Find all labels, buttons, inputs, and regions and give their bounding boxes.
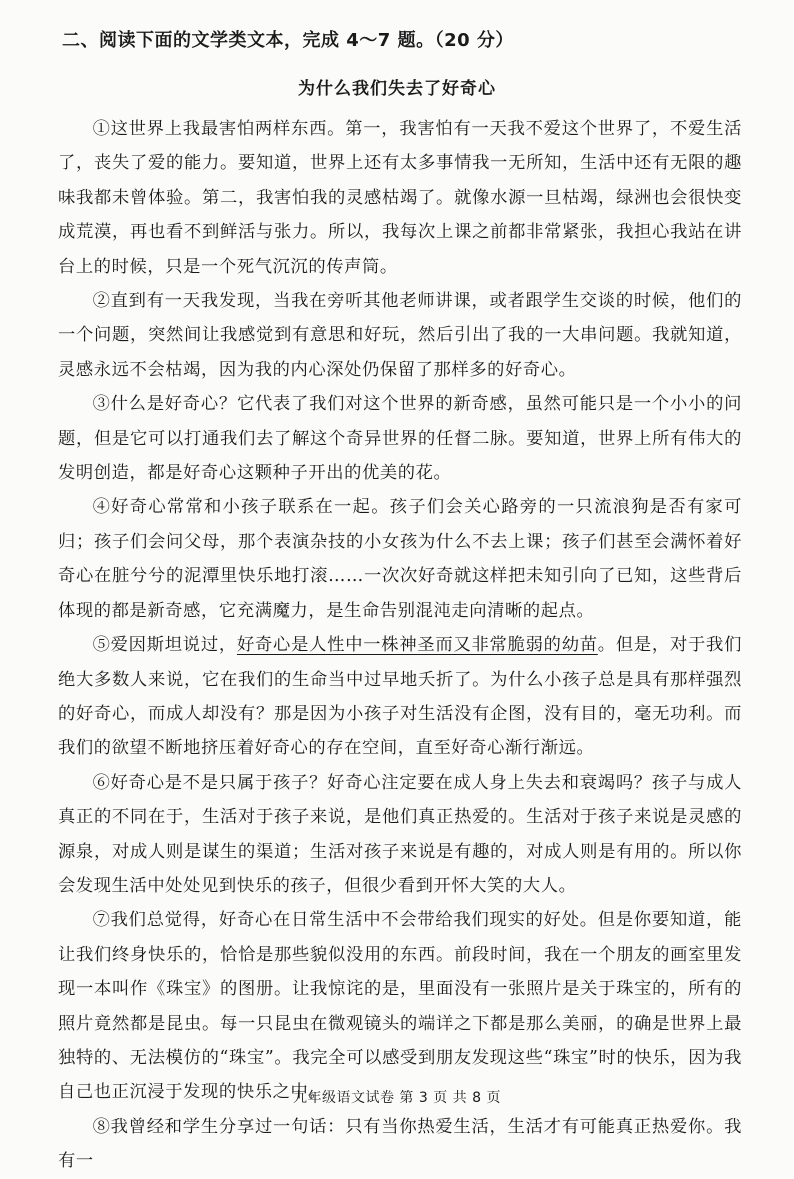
paragraph-5-lead: ⑤爱因斯坦说过， xyxy=(92,635,237,656)
article-title: 为什么我们失去了好奇心 xyxy=(298,79,496,99)
paragraph-5 xyxy=(58,628,742,766)
paragraph-7: ⑦我们总觉得，好奇心在日常生活中不会带给我们现实的好处。但是你要知道，能让我们终身快乐的，恰恰是那些貌似没用的东西。前段时间，我在一个朋友的画室里发现一本叫作《珠宝》的图册。让我惊诧的是，里面没有一张照片是关于珠宝的，所有的照片竟然都是昆虫。每一只昆虫在微观镜头的端详之下都是那么美丽，的确是世界上最独特的、无法模仿的“珠宝”。我完全可以感受到朋友发现这些“珠宝”时的快乐，因为我自己也正沉浸于发现的快乐之中。 xyxy=(58,910,742,1103)
page-footer: 九年级语文试卷 第 3 页 共 8 页 xyxy=(292,1090,501,1106)
paragraph-8: ⑧我曾经和学生分享过一句话：只有当你热爱生活，生活才有可能真正热爱你。我有一 xyxy=(58,1116,742,1172)
underlined-quote: 好奇心是人性中一株神圣而又非常脆弱的幼苗 xyxy=(236,635,598,656)
section-heading: 二、阅读下面的文学类文本，完成 4～7 题。（20 分） xyxy=(62,30,514,51)
paragraph-2: ②直到有一天我发现，当我在旁听其他老师讲课，或者跟学生交谈的时候，他们的一个问题，突然间让我感觉到有意思和好玩，然后引出了我的一大串问题。我就知道，灵感永远不会枯竭，因为我的内心深处仍保留了那样多的好奇心。 xyxy=(58,291,742,380)
paragraph-5-rest: 。但是，对于我们绝大多数人来说，它在我们的生命当中过早地夭折了。为什么小孩子总是具有那样强烈的好奇心，而成人却没有？那是因为小孩子对生活没有企图，没有目的，毫无功利。而我们的欲望不断地挤压着好奇心的存在空间，直至好奇心渐行渐远。 xyxy=(58,635,742,759)
paragraph-6: ⑥好奇心是不是只属于孩子？好奇心注定要在成人身上失去和衰竭吗？孩子与成人真正的不同在于，生活对于孩子来说，是他们真正热爱的。生活对于孩子来说是灵感的源泉，对成人则是谋生的渠道；生活对孩子来说是有趣的，对成人则是有用的。所以你会发现生活中处处见到快乐的孩子，但很少看到开怀大笑的大人。 xyxy=(58,772,742,896)
paragraph-3: ③什么是好奇心？它代表了我们对这个世界的新奇感，虽然可能只是一个小小的问题，但是它可以打通我们去了解这个奇异世界的任督二脉。要知道，世界上所有伟大的发明创造，都是好奇心这颗种子开出的优美的花。 xyxy=(58,394,742,484)
article-body xyxy=(58,112,742,1179)
paragraph-1: ①这世界上我最害怕两样东西。第一，我害怕有一天我不爱这个世界了，不爱生活了，丧失了爱的能力。要知道，世界上还有太多事情我一无所知，生活中还有无限的趣味我都未曾体验。第二，我害怕我的灵感枯竭了。就像水源一旦枯竭，绿洲也会很快变成荒漠，再也看不到鲜活与张力。所以，我每次上课之前都非常紧张，我担心我站在讲台上的时候，只是一个死气沉沉的传声筒。 xyxy=(58,119,742,277)
paragraph-4: ④好奇心常常和小孩子联系在一起。孩子们会关心路旁的一只流浪狗是否有家可归；孩子们会问父母，那个表演杂技的小女孩为什么不去上课；孩子们甚至会满怀着好奇心在脏兮兮的泥潭里快乐地打滚……一次次好奇就这样把未知引向了已知，这些背后体现的都是新奇感，它充满魔力，是生命告别混沌走向清晰的起点。 xyxy=(58,497,742,621)
